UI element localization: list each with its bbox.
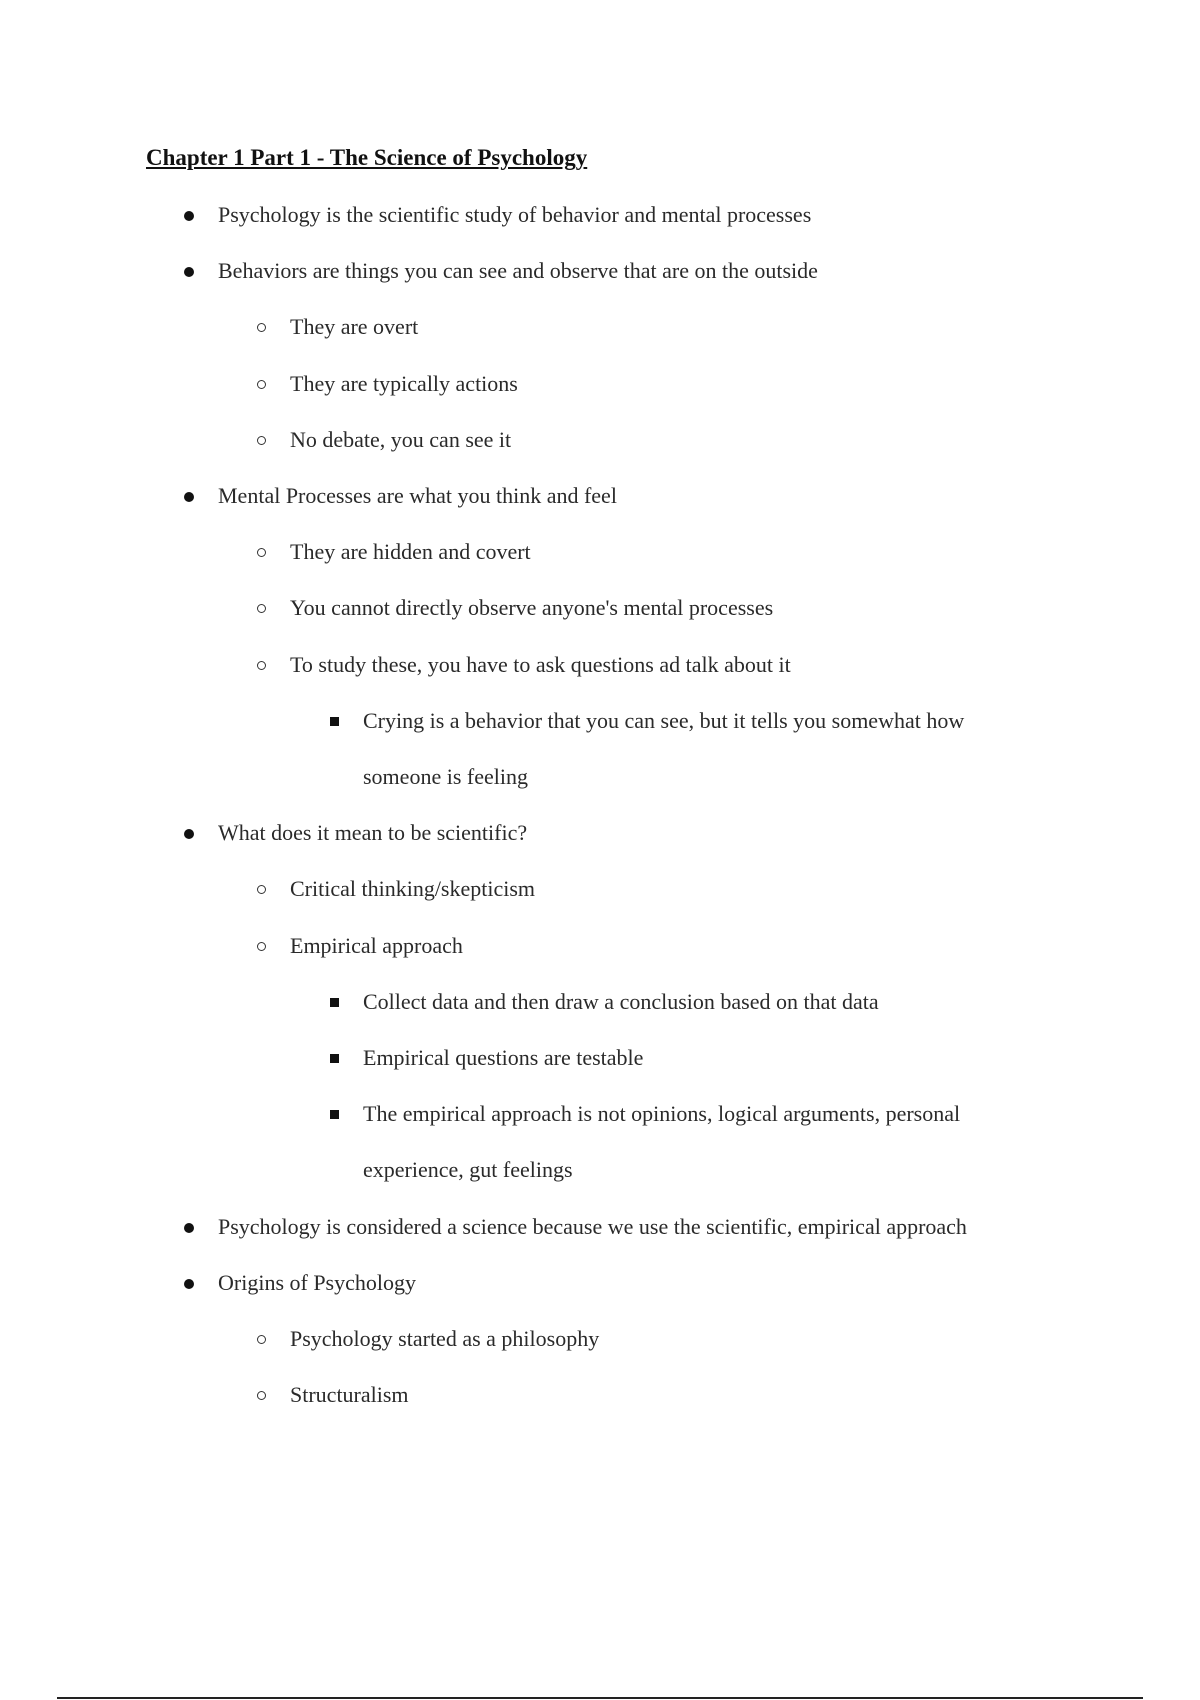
page-bottom-rule: [57, 1697, 1143, 1699]
list-item: Empirical questions are testable: [363, 1045, 644, 1070]
list-item: You cannot directly observe anyone's mental processes: [290, 595, 774, 620]
disc-bullet-icon: [184, 267, 194, 277]
list-item: Collect data and then draw a conclusion based on that data: [363, 989, 879, 1014]
list-item: No debate, you can see it: [290, 427, 512, 452]
list-item: To study these, you have to ask questions ad talk about it: [290, 652, 791, 677]
list-item: Psychology is the scientific study of behavior and mental processes: [218, 202, 812, 227]
circle-bullet-icon: [257, 604, 266, 613]
list-item: someone is feeling: [363, 764, 528, 789]
list-item: Structuralism: [290, 1382, 409, 1407]
list-item: They are overt: [290, 314, 419, 339]
circle-bullet-icon: [257, 1335, 266, 1344]
square-bullet-icon: [330, 1054, 339, 1063]
circle-bullet-icon: [257, 323, 266, 332]
square-bullet-icon: [330, 717, 339, 726]
disc-bullet-icon: [184, 492, 194, 502]
list-item: Empirical approach: [290, 933, 463, 958]
square-bullet-icon: [330, 1110, 339, 1119]
list-item: Crying is a behavior that you can see, but it tells you somewhat how: [363, 708, 965, 733]
list-item: They are hidden and covert: [290, 539, 531, 564]
list-item: Psychology is considered a science because we use the scientific, empirical approach: [218, 1214, 967, 1239]
disc-bullet-icon: [184, 1279, 194, 1289]
page-title: Chapter 1 Part 1 - The Science of Psychology: [146, 145, 588, 170]
list-item: What does it mean to be scientific?: [218, 820, 528, 845]
circle-bullet-icon: [257, 1391, 266, 1400]
disc-bullet-icon: [184, 1223, 194, 1233]
square-bullet-icon: [330, 998, 339, 1007]
circle-bullet-icon: [257, 661, 266, 670]
list-item: Mental Processes are what you think and feel: [218, 483, 617, 508]
list-item: Behaviors are things you can see and observe that are on the outside: [218, 258, 818, 283]
list-item: They are typically actions: [290, 371, 518, 396]
circle-bullet-icon: [257, 380, 266, 389]
circle-bullet-icon: [257, 942, 266, 951]
disc-bullet-icon: [184, 829, 194, 839]
list-item: Origins of Psychology: [218, 1270, 416, 1295]
circle-bullet-icon: [257, 885, 266, 894]
disc-bullet-icon: [184, 211, 194, 221]
list-item: Psychology started as a philosophy: [290, 1326, 600, 1351]
circle-bullet-icon: [257, 436, 266, 445]
list-item: Critical thinking/skepticism: [290, 876, 536, 901]
list-item: The empirical approach is not opinions, logical arguments, personal: [363, 1101, 961, 1126]
circle-bullet-icon: [257, 548, 266, 557]
list-item: experience, gut feelings: [363, 1157, 573, 1182]
